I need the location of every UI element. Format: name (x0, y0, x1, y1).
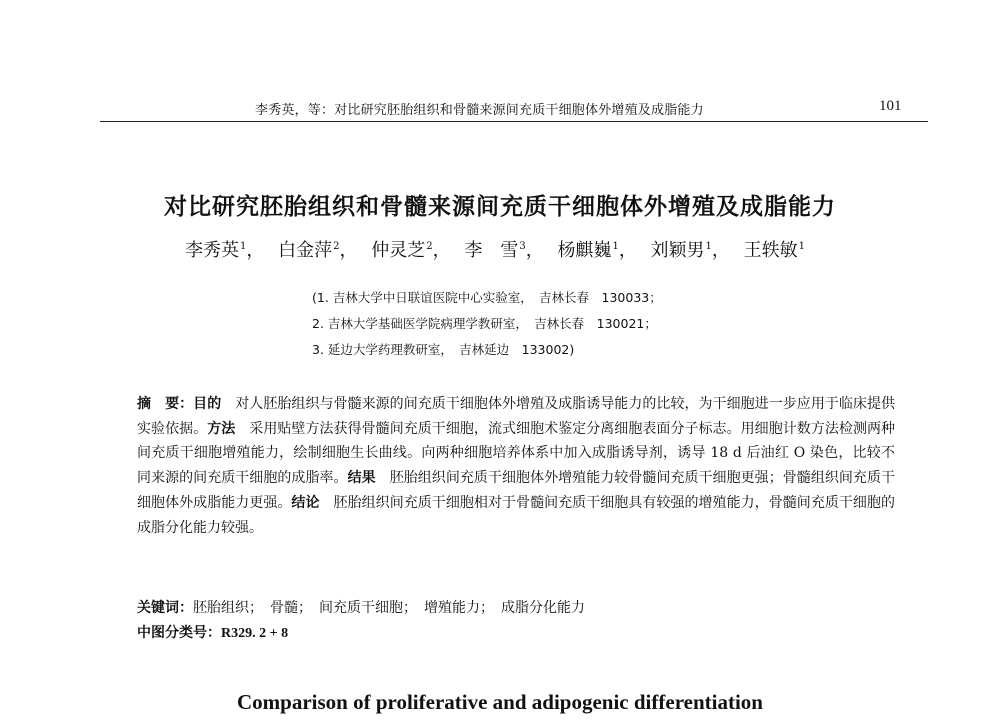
abstract (137, 392, 895, 540)
purpose-label: 目的 (193, 396, 222, 412)
conclusion-label: 结论 (291, 494, 320, 511)
classification (137, 622, 288, 642)
affiliation-2: 2. 吉林大学基础医学院病理学教研室， 吉林长春 130021； (312, 316, 657, 331)
author-2: 白金萍$^2$， (278, 240, 358, 261)
conclusion-text: 胚胎组织间充质干细胞相对于骨髓间充质干细胞具有较强的增殖能力，骨髓间充质干细胞的成脂分化能力较强。 (137, 494, 896, 536)
purpose-text: 对人胚胎组织与骨髓来源的间充质干细胞体外增殖及成脂诱导能力的比较，为干细胞进一步应用于临床提供实验依据。 (137, 396, 896, 437)
author-4: 李 雪$^3$， (464, 240, 544, 261)
affiliation-3: 3. 延边大学药理教研室， 吉林延边 133002) (312, 342, 575, 357)
author-list (185, 236, 813, 262)
keywords-text: 胚胎组织； 骨髓； 间充质干细胞； 增殖能力； 成脂分化能力 (193, 600, 585, 616)
author-7: 王轶敏$^1$ (743, 240, 806, 261)
page-number: 101 (879, 98, 902, 114)
results-text: 胚胎组织间充质干细胞体外增殖能力较骨髓间充质干细胞更强；骨髓组织间充质干细胞体外成脂能力更强。 (137, 470, 896, 511)
author-1: 李秀英$^1$， (185, 240, 265, 261)
abstract-label: 摘 要： (137, 396, 194, 412)
header-rule (100, 121, 928, 122)
author-6: 刘颖男$^1$， (650, 240, 730, 261)
classification-label: 中图分类号： (137, 625, 221, 641)
keywords (137, 597, 585, 617)
methods-text: 采用贴壁方法获得骨髓间充质干细胞，流式细胞术鉴定分离细胞表面分子标志。用细胞计数方法检测两种间充质干细胞增殖能力，绘制细胞生长曲线。向两种细胞培养体系中加入成脂诱导剂，诱导 18 d 后油红 O 染色，比较不同来源的间充质干细胞的成脂率。 (137, 420, 896, 487)
methods-label: 方法 (207, 420, 236, 437)
results-label: 结果 (347, 470, 376, 487)
english-title: Comparison of proliferative and adipogenic differentiation (237, 690, 763, 714)
affiliation-1: (1. 吉林大学中日联谊医院中心实验室， 吉林长春 130033； (312, 290, 662, 305)
paper-title: 对比研究胚胎组织和骨髓来源间充质干细胞体外增殖及成脂能力 (164, 194, 836, 220)
author-3: 仲灵芝$^2$， (371, 240, 451, 261)
classification-text: R329. 2 + 8 (221, 626, 289, 641)
running-header: 李秀英，等：对比研究胚胎组织和骨髓来源间充质干细胞体外增殖及成脂能力 (255, 103, 704, 118)
keywords-label: 关键词： (137, 600, 193, 616)
author-5: 杨麒巍$^1$， (557, 240, 637, 261)
